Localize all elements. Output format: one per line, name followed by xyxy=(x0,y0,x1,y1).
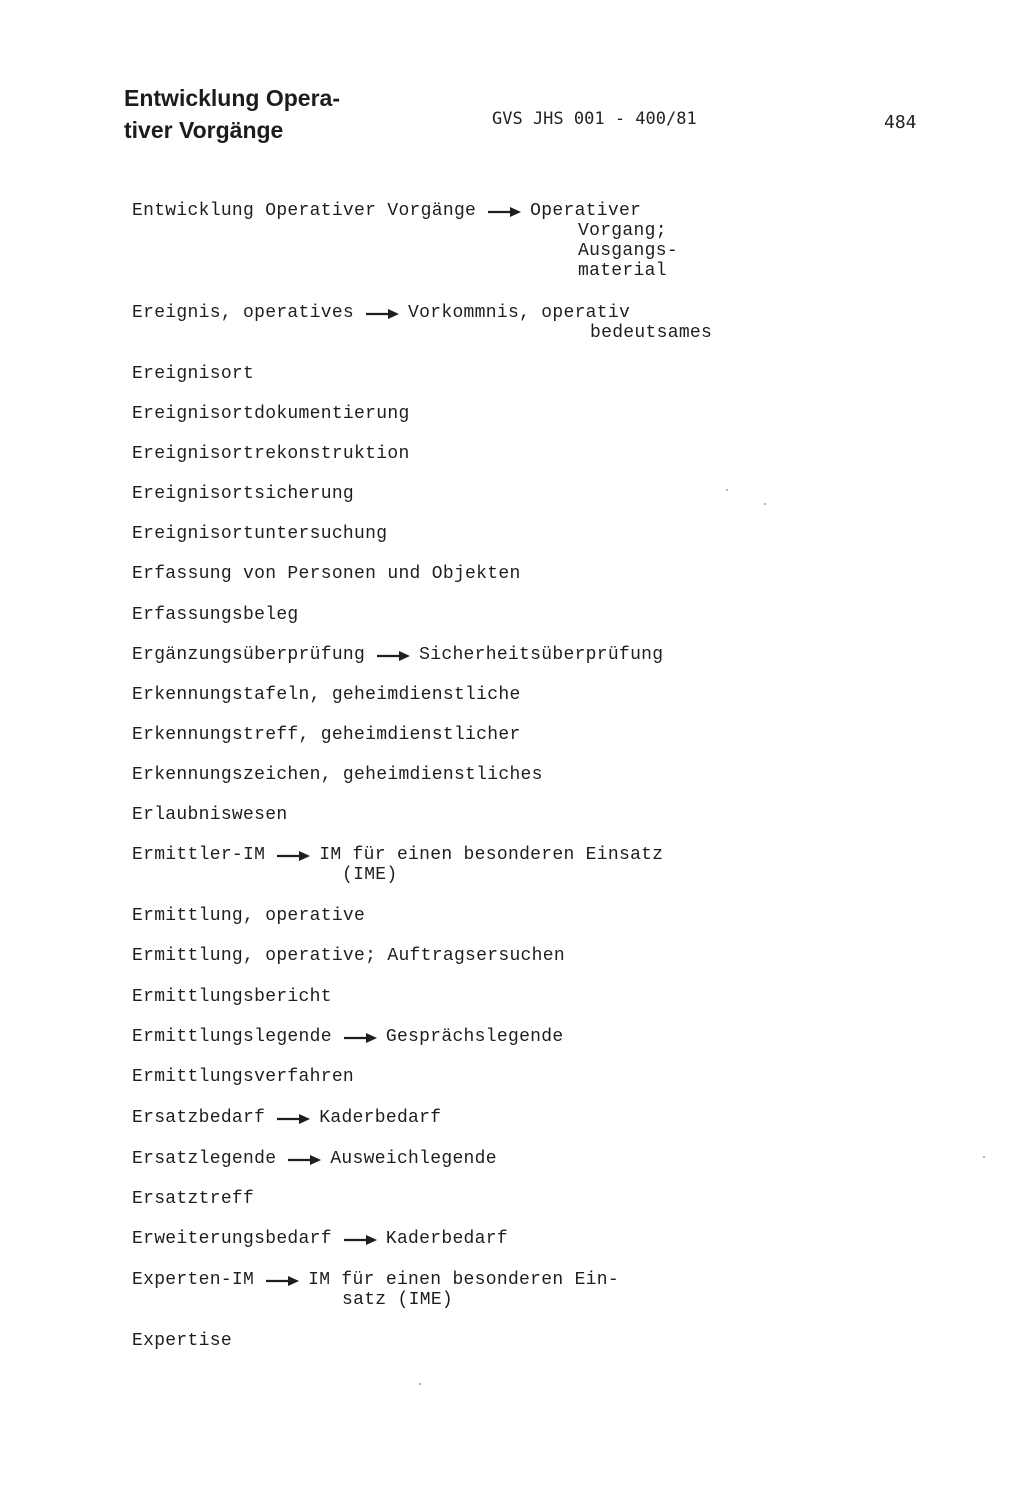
glossary-term: Ereignisortsicherung xyxy=(132,484,355,504)
cross-reference: Kaderbedarf xyxy=(385,1229,508,1249)
glossary-entry xyxy=(132,201,678,281)
glossary-term: Ermittlungslegende xyxy=(132,1027,332,1047)
cross-reference: Kaderbedarf xyxy=(319,1108,442,1128)
glossary-entry xyxy=(132,685,521,705)
cross-reference: Operativer xyxy=(530,201,642,221)
glossary-term: Erlaubniswesen xyxy=(132,805,288,825)
see-reference-arrow-icon xyxy=(375,645,411,665)
glossary-entry xyxy=(132,1229,508,1249)
glossary-entry xyxy=(132,1108,441,1128)
glossary-entry xyxy=(132,645,663,665)
cross-reference-continuation: satz (IME) xyxy=(342,1290,454,1310)
glossary-term: Ereignis, operatives xyxy=(132,303,355,323)
cross-reference: Ausweichlegende xyxy=(330,1149,497,1169)
glossary-term: Erfassung von Personen und Objekten xyxy=(132,564,521,584)
glossary-term: Expertise xyxy=(132,1331,232,1351)
glossary-term: Erkennungstreff, geheimdienstlicher xyxy=(132,725,521,745)
glossary-term: Ermittler-IM xyxy=(132,845,266,865)
cross-reference-continuation: (IME) xyxy=(342,865,398,885)
glossary-entry xyxy=(132,765,543,785)
glossary-entry xyxy=(132,805,287,825)
glossary-entry xyxy=(132,1331,232,1351)
see-reference-arrow-icon xyxy=(275,845,311,865)
document-title-line-2: tiver Vorgänge xyxy=(124,117,284,143)
glossary-term: Ereignisortdokumentierung xyxy=(132,404,410,424)
glossary-entry xyxy=(132,404,410,424)
glossary-term: Ereignisortrekonstruktion xyxy=(132,444,410,464)
see-reference-arrow-icon xyxy=(342,1229,378,1249)
glossary-term: Ereignisort xyxy=(132,364,255,384)
glossary-term: Ermittlungsverfahren xyxy=(132,1067,355,1087)
glossary-entry xyxy=(132,725,521,745)
glossary-term: Ereignisortuntersuchung xyxy=(132,524,388,544)
cross-reference-continuation: bedeutsames xyxy=(590,323,713,343)
scan-speck xyxy=(983,1156,985,1158)
glossary-entry xyxy=(132,1270,619,1310)
cross-reference: IM für einen besonderen Einsatz xyxy=(319,845,664,865)
cross-reference: Gesprächslegende xyxy=(385,1027,564,1047)
cross-reference: Sicherheitsüberprüfung xyxy=(419,645,664,665)
document-title-line-1: Entwicklung Opera- xyxy=(124,85,340,111)
see-reference-arrow-icon xyxy=(286,1149,322,1169)
glossary-term: Ersatzbedarf xyxy=(132,1108,266,1128)
glossary-term: Erweiterungsbedarf xyxy=(132,1229,332,1249)
glossary-entry xyxy=(132,987,332,1007)
cross-reference-continuation: Ausgangs- xyxy=(578,241,678,261)
glossary-term: Erkennungstafeln, geheimdienstliche xyxy=(132,685,521,705)
glossary-term: Experten-IM xyxy=(132,1270,255,1290)
cross-reference-continuation: Vorgang; xyxy=(578,221,667,241)
scan-speck xyxy=(764,503,766,505)
glossary-term: Ersatzlegende xyxy=(132,1149,277,1169)
scan-speck xyxy=(419,1383,421,1385)
glossary-entry xyxy=(132,845,664,885)
cross-reference: Vorkommnis, operativ xyxy=(408,303,631,323)
glossary-entry xyxy=(132,1189,254,1209)
glossary-entry xyxy=(132,364,254,384)
cross-reference: IM für einen besonderen Ein- xyxy=(308,1270,619,1290)
glossary-term: Ermittlung, operative; Auftragsersuchen xyxy=(132,946,565,966)
glossary-term: Erfassungsbeleg xyxy=(132,605,299,625)
glossary-entry xyxy=(132,906,365,926)
glossary-entry xyxy=(132,524,387,544)
glossary-term: Ersatztreff xyxy=(132,1189,255,1209)
glossary-entry xyxy=(132,444,410,464)
see-reference-arrow-icon xyxy=(275,1108,311,1128)
glossary-entry xyxy=(132,1067,354,1087)
glossary-term: Erkennungszeichen, geheimdienstliches xyxy=(132,765,543,785)
see-reference-arrow-icon xyxy=(342,1027,378,1047)
glossary-entry xyxy=(132,946,565,966)
cross-reference-continuation: material xyxy=(578,261,667,281)
glossary-entry xyxy=(132,484,354,504)
glossary-entry xyxy=(132,303,713,343)
glossary-entry xyxy=(132,605,299,625)
glossary-term: Ermittlung, operative xyxy=(132,906,366,926)
see-reference-arrow-icon xyxy=(486,201,522,221)
glossary-entry xyxy=(132,1149,497,1169)
glossary-term: Ergänzungsüberprüfung xyxy=(132,645,366,665)
see-reference-arrow-icon xyxy=(364,303,400,323)
glossary-entry xyxy=(132,564,521,584)
glossary-entry xyxy=(132,1027,563,1047)
glossary-term: Entwicklung Operativer Vorgänge xyxy=(132,201,477,221)
document-title xyxy=(124,82,340,146)
scan-speck xyxy=(726,489,728,491)
see-reference-arrow-icon xyxy=(264,1270,300,1290)
document-reference-number: GVS JHS 001 - 400/81 xyxy=(492,109,697,129)
page-number: 484 xyxy=(884,112,917,133)
glossary-term: Ermittlungsbericht xyxy=(132,987,332,1007)
